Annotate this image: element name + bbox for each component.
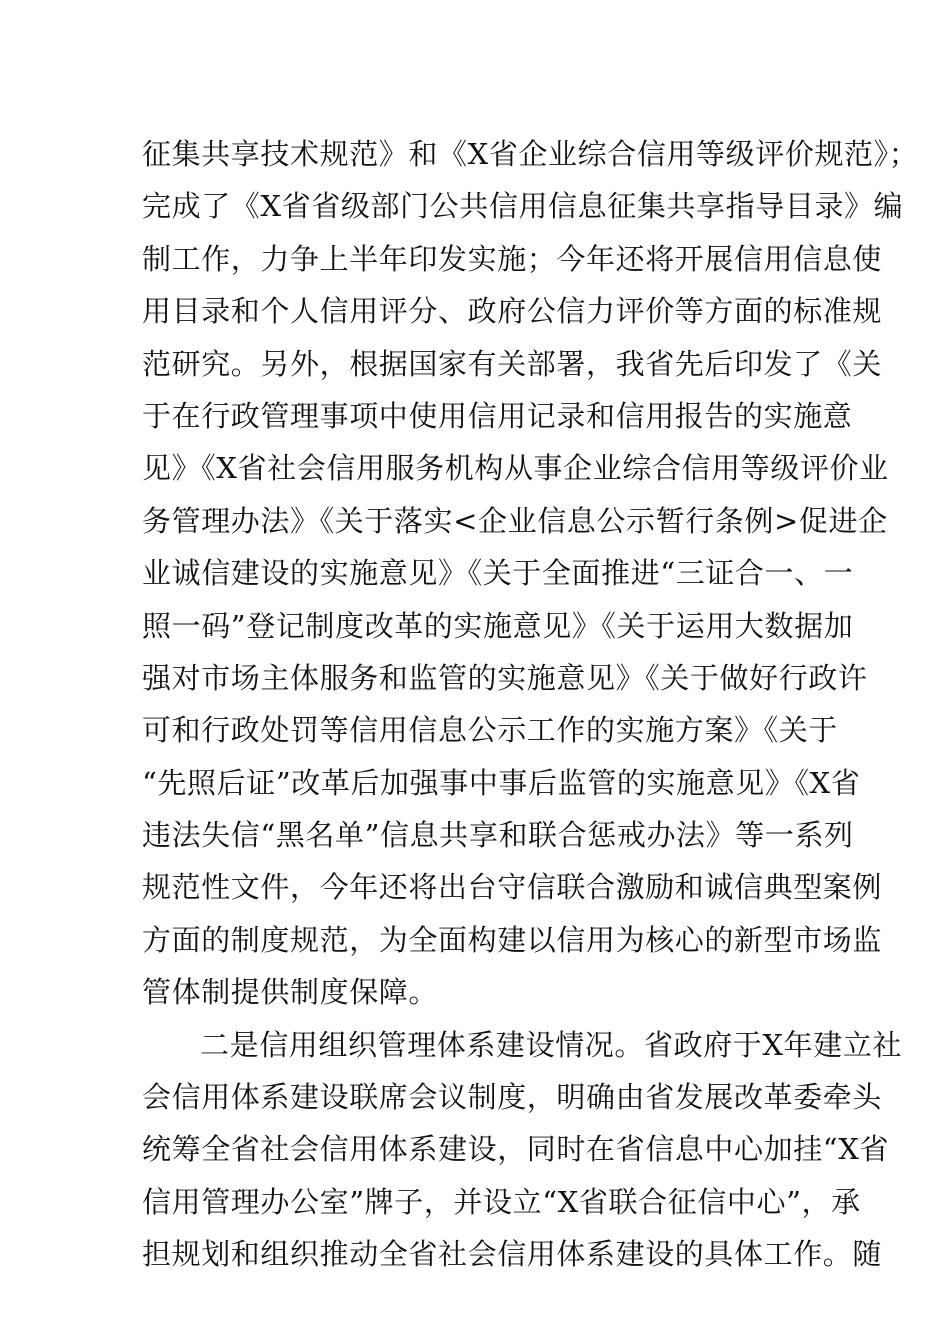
text-line-12: 可和行政处罚等信用信息公示工作的实施方案》《关于 (142, 713, 838, 748)
text-line-15: 规范性文件，今年还将出台守信联合激励和诚信典型案例 (142, 870, 883, 905)
text-line-5: 范研究。另外，根据国家有关部署，我省先后印发了《关 (142, 346, 883, 381)
text-line-16: 方面的制度规范，为全面构建以信用为核心的新型市场监 (142, 922, 883, 957)
text-line-7: 见》《X省社会信用服务机构从事企业综合信用等级评价业 (142, 451, 889, 486)
text-line-10: 照一码”登记制度改革的实施意见》《关于运用大数据加 (142, 608, 854, 643)
paragraph-start-line: 二是信用组织管理体系建设情况。省政府于X年建立社 (200, 1027, 903, 1062)
text-line-6: 于在行政管理事项中使用信用记录和信用报告的实施意 (142, 398, 853, 433)
text-line-9: 业诚信建设的实施意见》《关于全面推进“三证合一、一 (142, 556, 854, 591)
text-line-13: “先照后证”改革后加强事中事后监管的实施意见》《X省 (142, 765, 861, 800)
text-line-21: 信用管理办公室”牌子，并设立“X省联合征信中心”，承 (142, 1184, 861, 1219)
text-line-2: 完成了《X省省级部门公共信用信息征集共享指导目录》编 (142, 189, 904, 224)
text-line-19: 会信用体系建设联席会议制度，明确由省发展改革委牵头 (142, 1080, 883, 1115)
text-line-4: 用目录和个人信用评分、政府公信力评价等方面的标准规 (142, 294, 883, 329)
body-text (142, 128, 919, 1281)
text-line-3: 制工作，力争上半年印发实施；今年还将开展信用信息使 (142, 241, 883, 276)
text-line-1: 征集共享技术规范》和《X省企业综合信用等级评价规范》； (142, 137, 919, 171)
text-line-22: 担规划和组织推动全省社会信用体系建设的具体工作。随 (142, 1237, 883, 1272)
text-line-17: 管体制提供制度保障。 (142, 975, 439, 1010)
text-line-20: 统筹全省社会信用体系建设，同时在省信息中心加挂“X省 (142, 1132, 890, 1167)
text-line-11: 强对市场主体服务和监管的实施意见》《关于做好行政许 (142, 660, 868, 695)
text-line-8: 务管理办法》《关于落实<企业信息公示暂行条例>促进企 (142, 503, 888, 538)
text-line-14: 违法失信“黑名单”信息共享和联合惩戒办法》等一系列 (142, 818, 854, 853)
